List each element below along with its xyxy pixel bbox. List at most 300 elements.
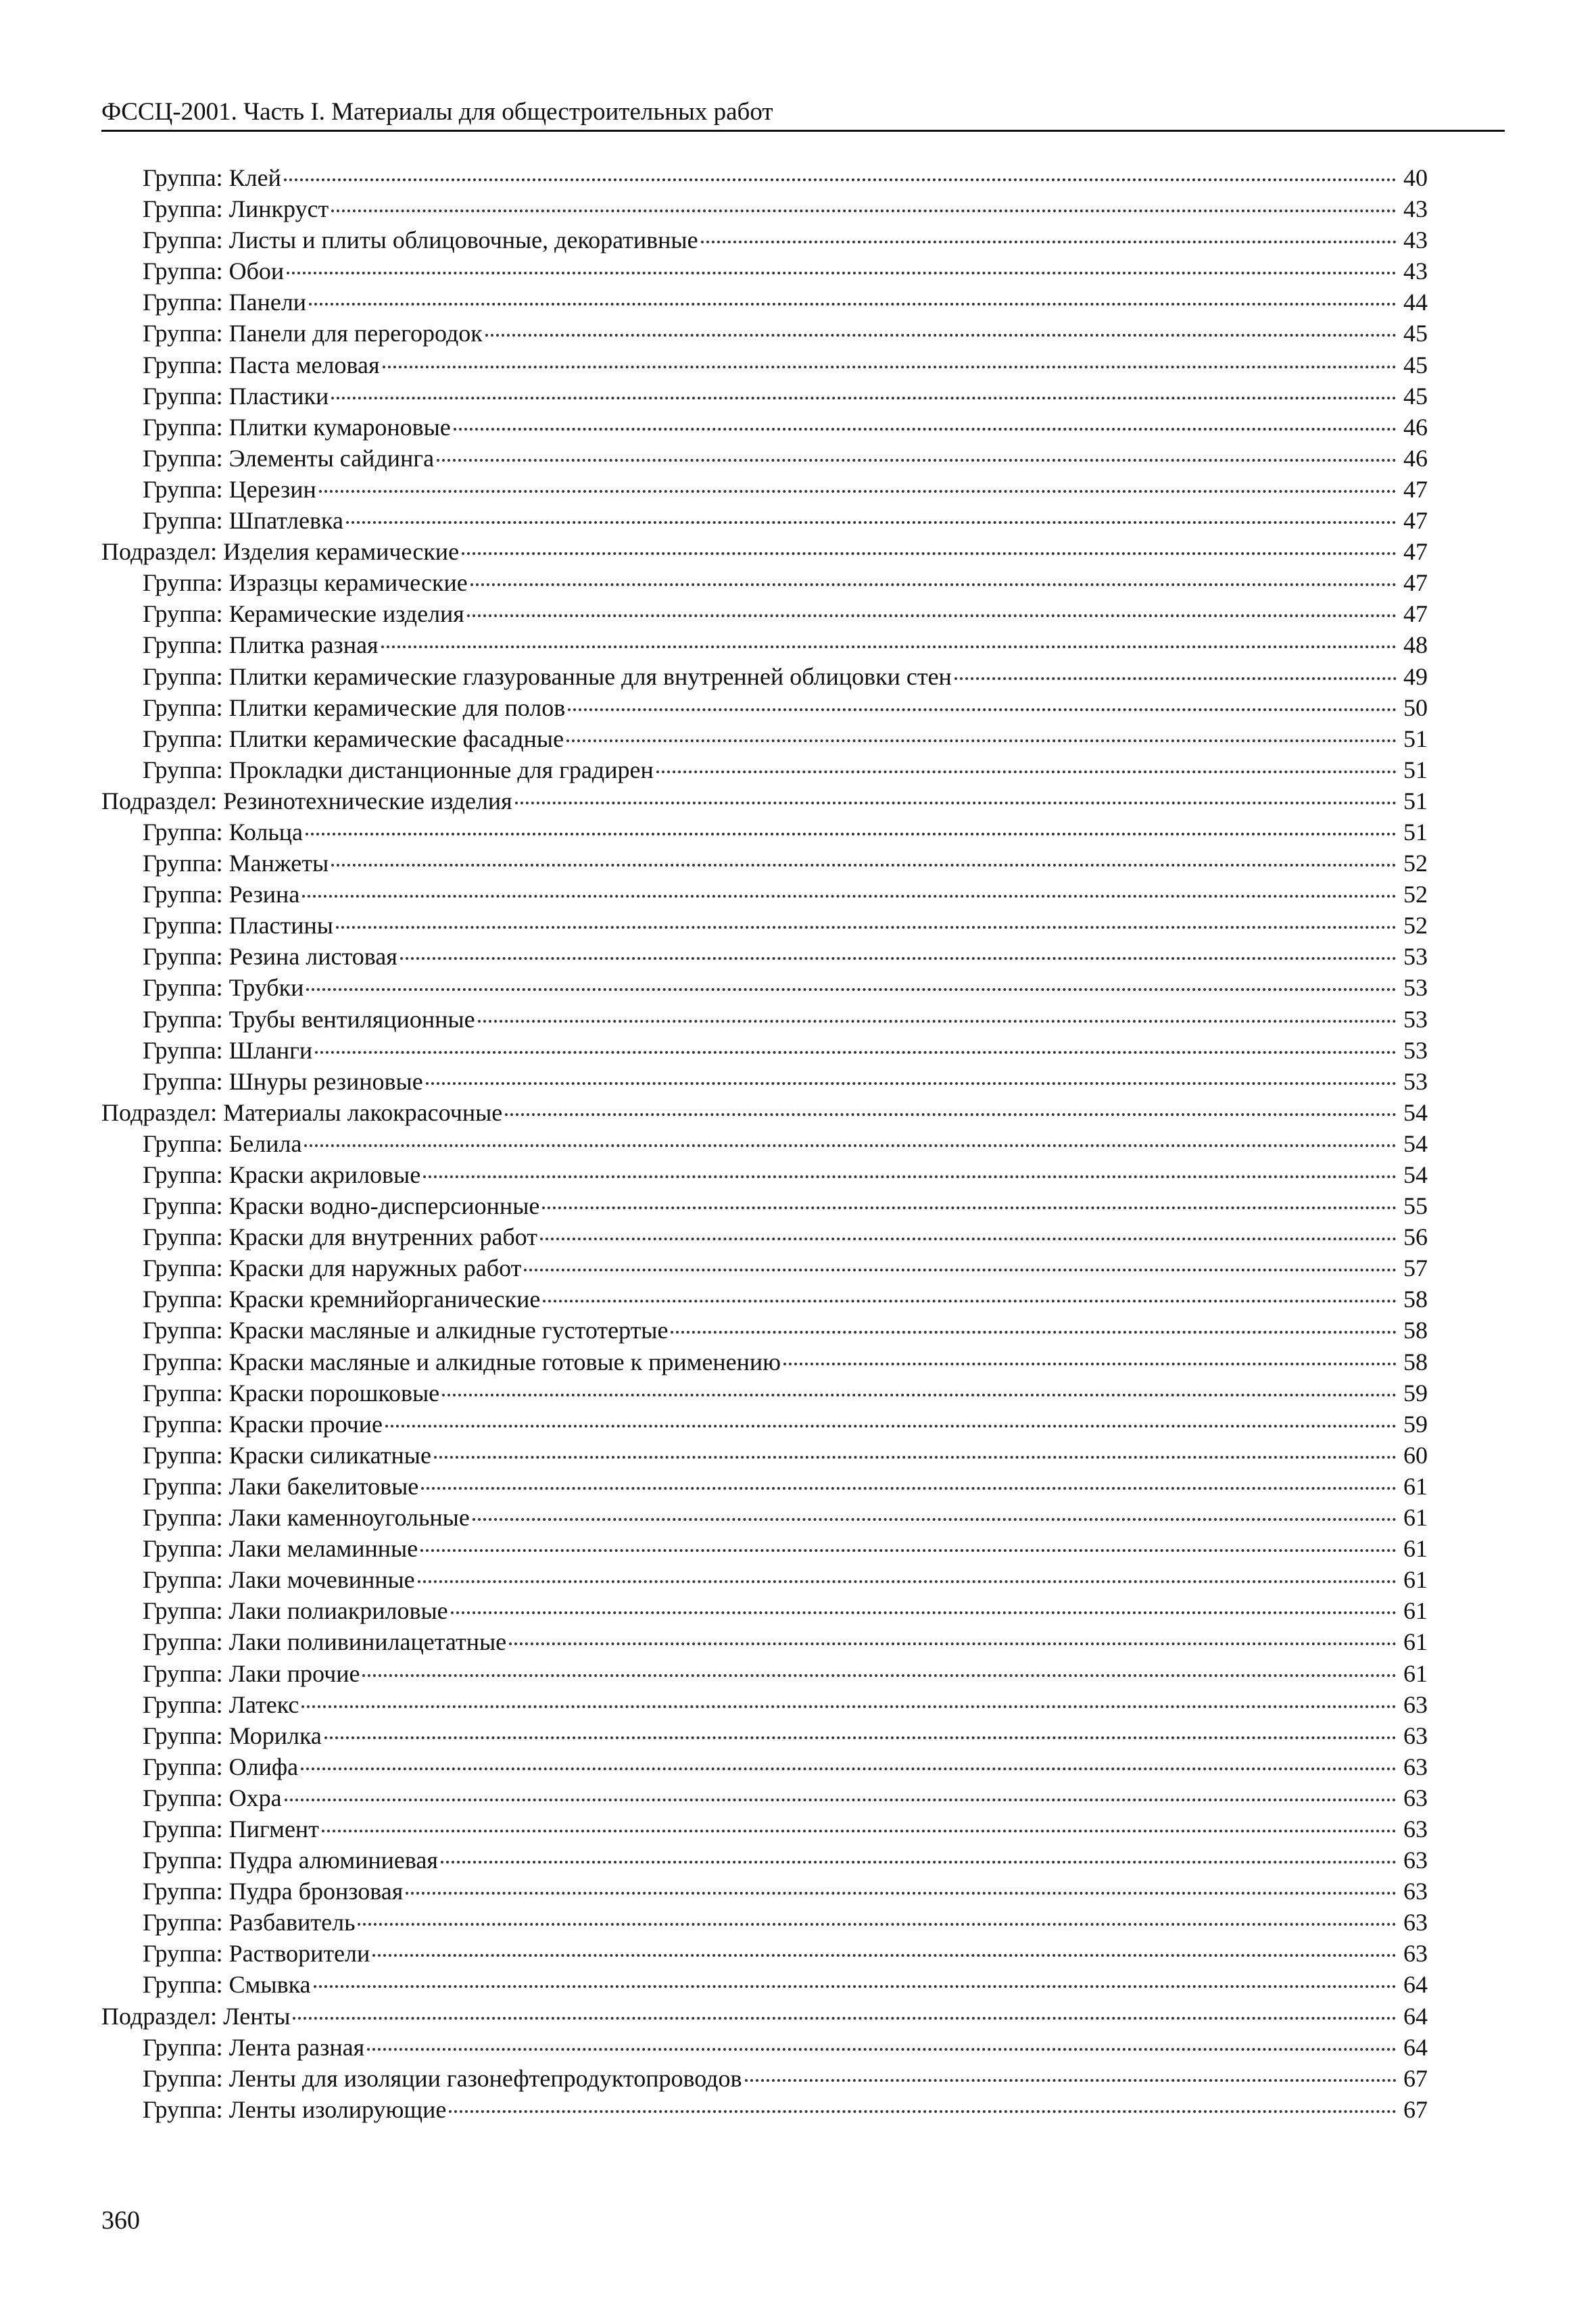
toc-group-entry[interactable] [101, 1252, 1428, 1284]
toc-entry-title: Панели [228, 289, 307, 316]
toc-entry-label [143, 287, 306, 318]
toc-entry-kind: Группа [143, 444, 216, 472]
toc-entry-label [143, 817, 303, 848]
dot-leader [319, 490, 1397, 493]
dot-leader [467, 614, 1397, 617]
dot-leader [701, 241, 1397, 243]
toc-entry-separator: : [216, 1161, 229, 1188]
dot-leader [540, 1238, 1397, 1240]
toc-entry-kind: Группа [143, 351, 216, 379]
toc-entry-title: Церезин [228, 475, 316, 503]
toc-group-entry[interactable] [101, 193, 1428, 224]
toc-entry-separator: : [216, 1317, 229, 1344]
toc-group-entry[interactable] [101, 349, 1428, 381]
toc-entry-page: 55 [1403, 1192, 1428, 1220]
toc-entry-separator: : [216, 320, 229, 347]
toc-entry-separator: : [216, 1504, 229, 1532]
toc-group-entry[interactable] [101, 1782, 1428, 1813]
toc-entry-label [143, 1346, 781, 1378]
toc-entry-kind: Группа [143, 881, 216, 908]
toc-entry-separator: : [216, 1784, 229, 1811]
toc-subsection-entry[interactable] [101, 785, 1428, 817]
toc-entry-label [143, 723, 564, 754]
toc-group-entry[interactable] [101, 1938, 1428, 1969]
toc-group-entry[interactable] [101, 1813, 1428, 1845]
dot-leader [524, 1269, 1397, 1271]
dot-leader [434, 1456, 1397, 1459]
toc-entry-page: 47 [1403, 600, 1428, 628]
toc-entry-separator: : [216, 1659, 229, 1687]
toc-entry-title: Краски порошковые [228, 1379, 440, 1407]
toc-entry-title: Трубки [228, 974, 304, 1002]
toc-entry-label [143, 1128, 301, 1159]
toc-entry-kind: Группа [143, 1036, 216, 1064]
toc-entry-title: Плитка разная [228, 631, 379, 659]
toc-entry-title: Изразцы керамические [228, 569, 468, 597]
toc-entry-label [143, 848, 329, 879]
toc-entry-separator: : [216, 1067, 229, 1095]
toc-entry-label [143, 1595, 448, 1626]
toc-group-entry[interactable] [101, 567, 1428, 598]
toc-entry-kind: Группа [143, 1909, 216, 1936]
toc-entry-label [143, 1066, 423, 1097]
toc-entry-kind: Группа [143, 1628, 216, 1656]
toc-entry-kind: Группа [143, 1067, 216, 1095]
toc-entry-title: Панели для перегородок [228, 320, 483, 347]
toc-group-entry[interactable] [101, 1720, 1428, 1751]
toc-entry-page: 52 [1403, 881, 1428, 908]
toc-entry-title: Краски акриловые [228, 1161, 421, 1188]
toc-group-entry[interactable] [101, 1066, 1428, 1097]
toc-group-entry[interactable] [101, 1471, 1428, 1502]
toc-entry-separator: : [216, 475, 229, 503]
toc-group-entry[interactable] [101, 1128, 1428, 1159]
toc-entry-label [143, 443, 434, 474]
toc-entry-page: 56 [1403, 1223, 1428, 1251]
toc-entry-label [143, 754, 654, 785]
dot-leader [322, 1830, 1397, 1832]
toc-entry-title: Шланги [228, 1036, 313, 1064]
toc-entry-title: Ленты для изоляции газонефтепродуктопроводов [228, 2064, 742, 2092]
toc-entry-kind: Группа [143, 818, 216, 846]
toc-entry-title: Ленты [223, 2002, 291, 2030]
toc-group-entry[interactable] [101, 2094, 1428, 2125]
toc-entry-title: Плитки керамические для полов [228, 693, 566, 721]
dot-leader [441, 1861, 1397, 1863]
toc-entry-separator: : [216, 631, 229, 659]
toc-entry-kind: Группа [143, 289, 216, 316]
toc-group-entry[interactable] [101, 598, 1428, 629]
toc-entry-title: Краски для внутренних работ [228, 1223, 537, 1251]
toc-entry-label [101, 2001, 290, 2032]
toc-group-entry[interactable] [101, 318, 1428, 349]
toc-entry-kind: Группа [143, 2064, 216, 2092]
dot-leader [473, 1518, 1397, 1521]
toc-entry-kind: Группа [143, 1940, 216, 1968]
toc-entry-kind: Группа [143, 1597, 216, 1625]
toc-group-entry[interactable] [101, 1533, 1428, 1564]
dot-leader [372, 1954, 1397, 1957]
toc-entry-page: 45 [1403, 320, 1428, 347]
toc-entry-page: 53 [1403, 974, 1428, 1002]
toc-entry-title: Краски прочие [228, 1410, 383, 1438]
toc-entry-separator: : [216, 1628, 229, 1656]
toc-group-entry[interactable] [101, 1969, 1428, 2000]
toc-entry-kind: Группа [143, 507, 216, 535]
toc-entry-title: Прокладки дистанционные для градирен [228, 756, 654, 783]
dot-leader [324, 1736, 1397, 1739]
dot-leader [470, 583, 1397, 586]
toc-entry-kind: Группа [143, 1348, 216, 1375]
toc-entry-separator: : [216, 912, 229, 940]
toc-entry-page: 47 [1403, 475, 1428, 503]
toc-entry-label [143, 941, 397, 972]
toc-entry-page: 54 [1403, 1161, 1428, 1188]
toc-entry-label [143, 972, 304, 1003]
toc-entry-label [143, 193, 329, 224]
toc-entry-label [143, 1782, 282, 1813]
toc-group-entry[interactable] [101, 162, 1428, 193]
toc-group-entry[interactable] [101, 1907, 1428, 1938]
toc-entry-label [143, 1626, 506, 1657]
toc-entry-page: 45 [1403, 382, 1428, 410]
toc-group-entry[interactable] [101, 848, 1428, 879]
toc-entry-separator: : [216, 413, 229, 441]
dot-leader [304, 1144, 1397, 1147]
toc-group-entry[interactable] [101, 629, 1428, 660]
toc-group-entry[interactable] [101, 443, 1428, 474]
toc-entry-title: Резинотехнические изделия [223, 787, 512, 814]
toc-entry-label [101, 536, 459, 567]
table-of-contents [101, 162, 1428, 2125]
toc-group-entry[interactable] [101, 474, 1428, 505]
toc-entry-page: 61 [1403, 1628, 1428, 1656]
toc-entry-page: 46 [1403, 444, 1428, 472]
toc-entry-page: 64 [1403, 1971, 1428, 1999]
toc-entry-separator: : [216, 1753, 229, 1780]
toc-entry-label [143, 1938, 370, 1969]
toc-group-entry[interactable] [101, 1409, 1428, 1440]
toc-group-entry[interactable] [101, 661, 1428, 692]
toc-entry-title: Пудра бронзовая [228, 1878, 404, 1905]
dot-leader [566, 739, 1397, 742]
toc-entry-kind: Группа [143, 1379, 216, 1407]
toc-subsection-entry[interactable] [101, 1097, 1428, 1128]
dot-leader [284, 178, 1397, 181]
toc-entry-kind: Группа [143, 600, 216, 628]
toc-group-entry[interactable] [101, 723, 1428, 754]
toc-entry-page: 40 [1403, 164, 1428, 191]
toc-entry-label [143, 661, 952, 692]
toc-group-entry[interactable] [101, 1221, 1428, 1252]
toc-entry-separator: : [216, 818, 229, 846]
toc-entry-kind: Группа [143, 569, 216, 597]
toc-entry-title: Материалы лакокрасочные [223, 1098, 503, 1126]
toc-group-entry[interactable] [101, 381, 1428, 412]
dot-leader [301, 1768, 1397, 1770]
toc-group-entry[interactable] [101, 1845, 1428, 1876]
toc-entry-title: Паста меловая [228, 351, 380, 379]
toc-group-entry[interactable] [101, 1284, 1428, 1315]
toc-entry-page: 45 [1403, 351, 1428, 379]
toc-entry-page: 63 [1403, 1940, 1428, 1968]
toc-entry-label [143, 505, 343, 536]
toc-entry-page: 61 [1403, 1504, 1428, 1532]
toc-entry-separator: : [216, 1441, 229, 1469]
toc-entry-kind: Группа [143, 850, 216, 877]
toc-entry-kind: Группа [143, 320, 216, 347]
toc-entry-label [143, 1284, 540, 1315]
toc-group-entry[interactable] [101, 972, 1428, 1003]
toc-entry-separator: : [216, 1192, 229, 1220]
toc-entry-label [143, 567, 468, 598]
toc-subsection-entry[interactable] [101, 536, 1428, 567]
toc-group-entry[interactable] [101, 879, 1428, 910]
toc-entry-label [101, 785, 512, 817]
dot-leader [306, 833, 1397, 835]
toc-entry-label [143, 1471, 418, 1502]
toc-group-entry[interactable] [101, 2032, 1428, 2063]
toc-entry-label [143, 1315, 668, 1346]
toc-entry-label [143, 1751, 298, 1782]
toc-entry-page: 51 [1403, 818, 1428, 846]
toc-subsection-entry[interactable] [101, 2001, 1428, 2032]
toc-entry-page: 51 [1403, 756, 1428, 783]
dot-leader [358, 1923, 1397, 1926]
dot-leader [418, 1580, 1397, 1583]
toc-entry-kind: Группа [143, 258, 216, 285]
toc-entry-title: Лаки бакелитовые [228, 1472, 419, 1500]
dot-leader [331, 210, 1397, 212]
dot-leader [400, 957, 1397, 960]
dot-leader [302, 895, 1397, 898]
toc-entry-page: 47 [1403, 538, 1428, 566]
dot-leader [367, 2048, 1397, 2051]
toc-entry-title: Пигмент [228, 1815, 319, 1843]
toc-entry-page: 43 [1403, 195, 1428, 223]
dot-leader [505, 1113, 1397, 1116]
toc-entry-title: Листы и плиты облицовочные, декоративные [228, 226, 698, 254]
toc-group-entry[interactable] [101, 1378, 1428, 1409]
toc-entry-separator: : [216, 850, 229, 877]
toc-entry-title: Шпатлевка [228, 507, 343, 535]
toc-entry-title: Плитки керамические глазурованные для внутренней облицовки стен [228, 662, 952, 690]
toc-group-entry[interactable] [101, 692, 1428, 723]
toc-entry-label [143, 1409, 383, 1440]
toc-group-entry[interactable] [101, 1564, 1428, 1595]
toc-entry-kind: Группа [143, 1878, 216, 1905]
toc-group-entry[interactable] [101, 1004, 1428, 1035]
toc-entry-title: Шнуры резиновые [228, 1067, 423, 1095]
toc-entry-label [143, 2094, 446, 2125]
toc-group-entry[interactable] [101, 287, 1428, 318]
toc-entry-separator: : [216, 1847, 229, 1874]
toc-entry-separator: : [216, 226, 229, 254]
dot-leader [309, 303, 1397, 306]
dot-leader [543, 1300, 1397, 1302]
toc-entry-separator: : [216, 2033, 229, 2061]
toc-entry-label [143, 1969, 311, 2000]
dot-leader [454, 428, 1397, 431]
toc-entry-page: 52 [1403, 912, 1428, 940]
toc-group-entry[interactable] [101, 505, 1428, 536]
toc-entry-separator: : [216, 600, 229, 628]
dot-leader [285, 1799, 1397, 1801]
toc-entry-separator: : [216, 974, 229, 1002]
toc-entry-label [143, 2063, 742, 2094]
toc-entry-kind: Группа [143, 1753, 216, 1780]
toc-entry-separator: : [216, 1815, 229, 1843]
toc-entry-separator: : [216, 258, 229, 285]
toc-entry-page: 53 [1403, 1067, 1428, 1095]
toc-entry-label [143, 1159, 420, 1190]
toc-entry-title: Манжеты [228, 850, 329, 877]
toc-entry-label [143, 224, 698, 255]
toc-entry-kind: Подраздел [101, 787, 211, 814]
dot-leader [449, 2110, 1397, 2113]
toc-group-entry[interactable] [101, 941, 1428, 972]
toc-group-entry[interactable] [101, 1159, 1428, 1190]
toc-group-entry[interactable] [101, 2063, 1428, 2094]
toc-entry-page: 51 [1403, 787, 1428, 814]
toc-entry-label [143, 1004, 475, 1035]
toc-entry-label [143, 629, 379, 660]
toc-entry-title: Клей [228, 164, 281, 191]
toc-entry-title: Элементы сайдинга [228, 444, 435, 472]
toc-entry-separator: : [216, 1223, 229, 1251]
toc-entry-label [143, 598, 464, 629]
dot-leader [287, 272, 1397, 274]
toc-group-entry[interactable] [101, 1751, 1428, 1782]
toc-entry-separator: : [216, 507, 229, 535]
toc-entry-kind: Группа [143, 1192, 216, 1220]
dot-leader [381, 645, 1397, 648]
toc-group-entry[interactable] [101, 1626, 1428, 1657]
toc-entry-label [143, 1845, 438, 1876]
toc-entry-title: Лаки прочие [228, 1659, 360, 1687]
toc-entry-separator: : [216, 1005, 229, 1033]
toc-entry-label [143, 162, 281, 193]
toc-entry-kind: Группа [143, 1472, 216, 1500]
toc-entry-title: Пластины [228, 912, 333, 940]
toc-entry-label [143, 1907, 355, 1938]
toc-group-entry[interactable] [101, 1595, 1428, 1626]
toc-entry-kind: Группа [143, 1317, 216, 1344]
toc-group-entry[interactable] [101, 1876, 1428, 1907]
toc-group-entry[interactable] [101, 1315, 1428, 1346]
toc-entry-separator: : [216, 1722, 229, 1749]
toc-entry-title: Растворители [228, 1940, 370, 1968]
toc-group-entry[interactable] [101, 1502, 1428, 1533]
dot-leader [331, 864, 1397, 867]
toc-entry-separator: : [216, 1535, 229, 1563]
toc-entry-separator: : [216, 1036, 229, 1064]
toc-entry-page: 54 [1403, 1098, 1428, 1126]
toc-entry-page: 57 [1403, 1254, 1428, 1282]
toc-entry-page: 58 [1403, 1348, 1428, 1375]
toc-entry-separator: : [216, 756, 229, 783]
toc-entry-title: Краски кремнийорганические [228, 1286, 541, 1313]
toc-entry-kind: Группа [143, 1784, 216, 1811]
toc-entry-kind: Группа [143, 382, 216, 410]
dot-leader [383, 366, 1397, 368]
toc-entry-title: Краски для наружных работ [228, 1254, 522, 1282]
toc-entry-title: Керамические изделия [228, 600, 464, 628]
toc-entry-label [143, 1813, 319, 1845]
toc-entry-kind: Группа [143, 725, 216, 752]
dot-leader [315, 1051, 1397, 1054]
toc-entry-kind: Группа [143, 1441, 216, 1469]
toc-entry-kind: Группа [143, 1161, 216, 1188]
dot-leader [954, 677, 1397, 680]
toc-entry-label [143, 349, 380, 381]
toc-entry-title: Краски водно-дисперсионные [228, 1192, 540, 1220]
toc-entry-title: Смывка [228, 1971, 311, 1999]
toc-group-entry[interactable] [101, 817, 1428, 848]
toc-entry-title: Резина [228, 881, 300, 908]
toc-entry-separator: : [216, 1254, 229, 1282]
toc-entry-kind: Группа [143, 1129, 216, 1157]
toc-entry-label [143, 1252, 521, 1284]
toc-group-entry[interactable] [101, 1440, 1428, 1471]
toc-entry-page: 64 [1403, 2033, 1428, 2061]
toc-entry-page: 58 [1403, 1317, 1428, 1344]
toc-entry-label [143, 1720, 322, 1751]
dot-leader [451, 1611, 1397, 1614]
toc-group-entry[interactable] [101, 910, 1428, 941]
toc-entry-kind: Группа [143, 1847, 216, 1874]
toc-group-entry[interactable] [101, 1035, 1428, 1066]
toc-entry-separator: : [216, 1379, 229, 1407]
dot-leader [421, 1487, 1397, 1490]
toc-entry-label [143, 1689, 299, 1720]
toc-group-entry[interactable] [101, 255, 1428, 287]
toc-group-entry[interactable] [101, 224, 1428, 255]
toc-entry-page: 53 [1403, 1005, 1428, 1033]
toc-entry-page: 43 [1403, 226, 1428, 254]
dot-leader [336, 926, 1397, 929]
toc-entry-page: 53 [1403, 1036, 1428, 1064]
toc-group-entry[interactable] [101, 1658, 1428, 1689]
toc-group-entry[interactable] [101, 1689, 1428, 1720]
toc-entry-page: 63 [1403, 1847, 1428, 1874]
toc-entry-label [143, 255, 284, 287]
toc-entry-kind: Группа [143, 1971, 216, 1999]
toc-entry-page: 67 [1403, 2095, 1428, 2123]
toc-entry-page: 61 [1403, 1597, 1428, 1625]
toc-entry-label [143, 1564, 415, 1595]
toc-entry-kind: Группа [143, 974, 216, 1002]
toc-entry-kind: Группа [143, 631, 216, 659]
dot-leader [423, 1175, 1397, 1178]
toc-entry-separator: : [216, 2064, 229, 2092]
toc-entry-label [143, 1035, 312, 1066]
dot-leader [656, 771, 1397, 773]
toc-entry-page: 47 [1403, 507, 1428, 535]
toc-group-entry[interactable] [101, 1190, 1428, 1221]
dot-leader [671, 1331, 1397, 1334]
toc-group-entry[interactable] [101, 754, 1428, 785]
toc-group-entry[interactable] [101, 412, 1428, 443]
toc-entry-kind: Группа [143, 1504, 216, 1532]
toc-entry-separator: : [216, 1597, 229, 1625]
toc-entry-kind: Группа [143, 756, 216, 783]
dot-leader [385, 1425, 1397, 1428]
toc-group-entry[interactable] [101, 1346, 1428, 1378]
toc-entry-separator: : [210, 1098, 224, 1126]
toc-entry-kind: Группа [143, 1566, 216, 1594]
dot-leader [542, 1207, 1397, 1209]
